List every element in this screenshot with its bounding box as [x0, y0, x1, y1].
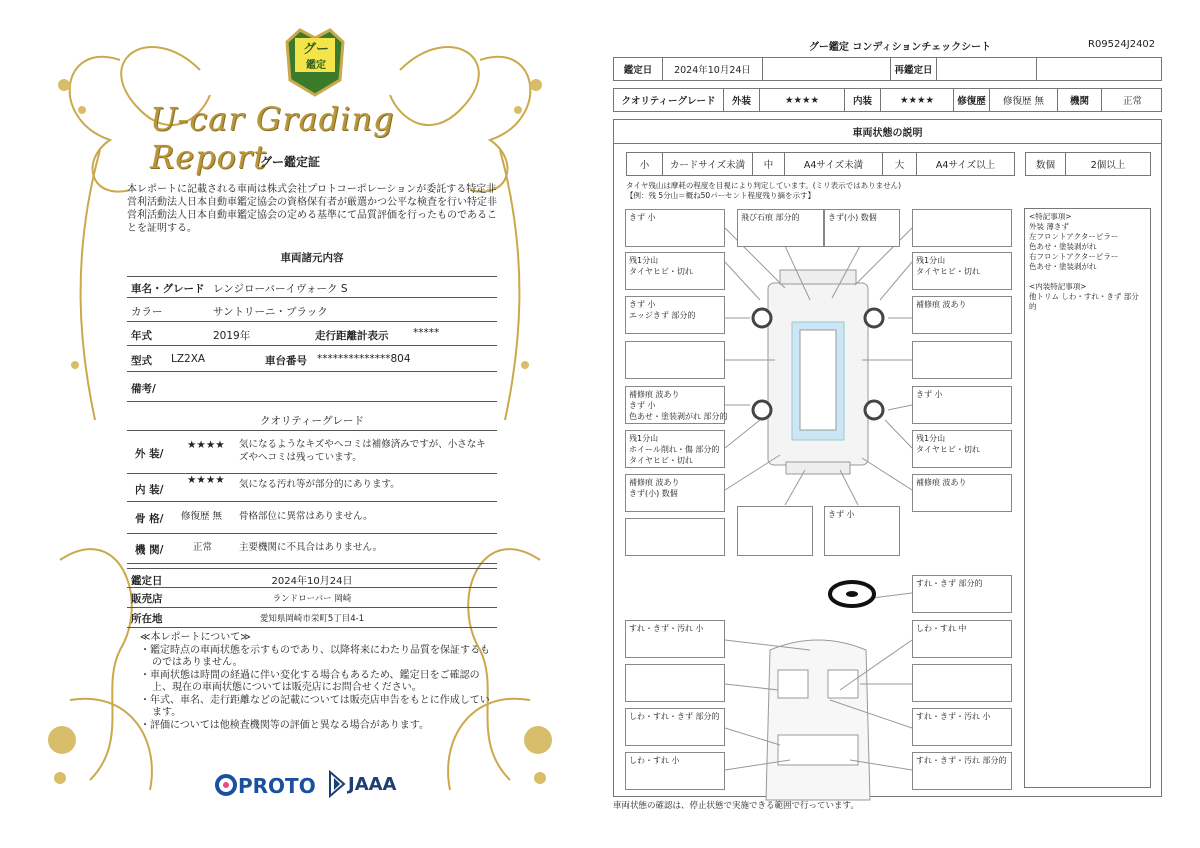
- damage-text: 残1分山: [916, 256, 946, 265]
- interior-damage-label: [912, 664, 1012, 702]
- car-front-bumper: [780, 270, 856, 284]
- damage-label: [625, 296, 725, 334]
- damage-text: きず 小: [828, 510, 855, 519]
- quality-row-interior: [127, 474, 497, 502]
- spec-remarks-label: 備考/: [131, 383, 156, 395]
- condition-check-sheet: [600, 0, 1200, 848]
- quality-frame-text: 骨格部位に異常はありません。: [239, 511, 373, 522]
- spec-row-year: [127, 324, 497, 346]
- spec-model-label: 型式: [131, 355, 152, 367]
- spec-mileage-label: 走行距離計表示: [315, 330, 389, 342]
- damage-text: すれ・きず・汚れ 部分的: [916, 756, 1007, 765]
- size-medium-desc: A4サイズ未満: [785, 153, 883, 175]
- interior-damage-label: [912, 620, 1012, 658]
- spec-name-label: 車名・グレード: [131, 283, 205, 295]
- damage-label: [912, 296, 1012, 334]
- front-right-wheel: [865, 309, 883, 327]
- tire-note-1: タイヤ残山は摩耗の程度を目視により判定しています。(ミリ表示ではありません): [626, 181, 902, 190]
- damage-label: [625, 252, 725, 290]
- footer-row-date: [127, 568, 497, 588]
- interior-damage-label: [912, 708, 1012, 746]
- damage-text: きず(小) 数個: [629, 489, 678, 498]
- footer-address-value: 愛知県岡崎市栄町5丁目4-1: [259, 614, 365, 624]
- rear-right-wheel: [865, 401, 883, 419]
- notes-title: ≪本レポートについて≫: [140, 632, 251, 643]
- exterior-stars: ★★★★: [760, 89, 845, 111]
- quality-section-heading: クオリティーグレード: [260, 415, 364, 427]
- damage-label: [912, 252, 1012, 290]
- damage-label: [625, 518, 725, 556]
- quality-exterior-stars: ★★★★: [187, 439, 225, 451]
- certificate-title: グー鑑定証: [260, 155, 321, 169]
- size-large-desc: A4サイズ以上: [935, 160, 996, 171]
- damage-text: きず 小: [629, 300, 656, 309]
- interior-damage-label: [912, 752, 1012, 790]
- car-rear-bumper: [786, 462, 850, 474]
- interior-damage-label: [625, 620, 725, 658]
- damage-label: [912, 341, 1012, 379]
- interior-stars: ★★★★: [881, 89, 954, 111]
- damage-text: 色あせ・塗装剥がれ 部分的: [629, 412, 728, 421]
- quality-frame-value: 修復歴 無: [181, 511, 223, 522]
- special-note-line: <内装特記事項>: [1029, 282, 1087, 291]
- spec-color-label: カラー: [131, 306, 163, 318]
- footer-shop-value: ランドローバー 岡崎: [272, 594, 352, 604]
- special-note-line: 外装 薄きず: [1029, 222, 1069, 231]
- damage-text: 補修痕 波あり: [629, 478, 680, 487]
- interior-damage-label: [625, 708, 725, 746]
- quality-engine-value: 正常: [193, 542, 213, 553]
- damage-label: [912, 209, 1012, 247]
- quality-row-frame: [127, 502, 497, 534]
- goo-badge-line1: グー: [302, 42, 329, 57]
- damage-text: 補修痕 波あり: [629, 390, 680, 399]
- damage-label: [625, 474, 725, 512]
- quality-interior-text: 気になる汚れ等が部分的にあります。: [239, 479, 400, 490]
- footer-shop-label: 販売店: [131, 593, 163, 605]
- inspection-date-label: 鑑定日: [614, 58, 663, 80]
- special-note-line: 色あせ・塗装剥がれ: [1029, 262, 1097, 271]
- note-item: ・車両状態は時間の経過に伴い変化する場合もあるため、鑑定日をご確認の上、現在の車両状態については販売店にお問合せください。: [140, 669, 480, 693]
- jaaa-logo-text: JAAA: [348, 774, 397, 795]
- spec-name-value: レンジローバーイヴォーク S: [213, 283, 348, 295]
- spec-row-remarks: [127, 374, 497, 402]
- damage-text: 補修痕 波あり: [916, 300, 967, 309]
- damage-text: すれ・きず 部分的: [916, 579, 983, 588]
- quality-exterior-label: 外 装/: [135, 448, 164, 460]
- special-note-line: <特記事項>: [1029, 212, 1072, 221]
- damage-text: タイヤヒビ・切れ: [916, 445, 980, 454]
- damage-text: エッジきず 部分的: [629, 311, 696, 320]
- repair-history-label: 修復歴: [954, 89, 990, 111]
- engine-label: 機関: [1058, 89, 1102, 111]
- size-medium: 中: [753, 153, 785, 175]
- spec-chassis-label: 車台番号: [265, 355, 307, 367]
- spec-mileage-value: *****: [413, 327, 440, 339]
- spec-row-name: [127, 276, 497, 298]
- quality-interior-stars: ★★★★: [187, 474, 225, 486]
- damage-text: すれ・きず・汚れ 小: [916, 712, 991, 721]
- goo-badge-line2: 鑑定: [306, 60, 326, 71]
- interior-outline: [766, 640, 870, 800]
- spec-year-label: 年式: [131, 330, 152, 342]
- damage-label: [912, 386, 1012, 424]
- steering-wheel-hub: [846, 591, 858, 597]
- proto-logo-icon: [214, 772, 240, 798]
- footer-date-value: 2024年10月24日: [271, 576, 353, 587]
- damage-text: きず 小: [629, 213, 656, 222]
- quality-interior-label: 内 装/: [135, 484, 164, 496]
- damage-text: しわ・すれ 小: [629, 756, 680, 765]
- damage-text: きず 小: [629, 401, 656, 410]
- quality-engine-text: 主要機関に不具合はありません。: [239, 542, 383, 553]
- note-item: ・評価については他検査機関等の評価と異なる場合があります。: [140, 719, 429, 731]
- front-left-seat: [778, 670, 808, 698]
- damage-text: タイヤヒビ・切れ: [916, 267, 980, 276]
- interior-damage-label: [625, 664, 725, 702]
- damage-text: しわ・すれ 中: [916, 624, 967, 633]
- exterior-label: 外装: [724, 89, 760, 111]
- size-small: 小: [627, 153, 663, 175]
- note-item: ・年式、車名、走行距離などの記載については販売店申告をもとに作成しています。: [140, 694, 490, 718]
- engine-value: 正常: [1122, 96, 1142, 107]
- certificate-body: 本レポートに記載される車両は株式会社プロトコーポレーションが委託する特定非営利活動法人日本自動車鑑定協会の資格保有者が厳選かつ公平な検査を行い特定非営利活動法人日本自動車鑑定協会の定める基準にて品質評価を行ったものであることを証明する。: [127, 184, 497, 234]
- damage-text: ホイール削れ・傷 部分的: [629, 445, 720, 454]
- state-heading: 車両状態の説明: [614, 120, 1161, 144]
- size-large: 大: [883, 153, 917, 175]
- bottom-note: 車両状態の確認は、停止状態で実施できる範囲で行っています。: [613, 801, 859, 811]
- damage-label: [625, 386, 728, 424]
- damage-text: 残1分山: [629, 434, 659, 443]
- spec-color-value: サントリーニ・ブラック: [213, 306, 328, 318]
- damage-text: タイヤヒビ・切れ: [629, 267, 693, 276]
- spec-model-value: LZ2XA: [171, 353, 206, 365]
- damage-text: 飛び石痕 部分的: [741, 213, 800, 222]
- grade-label: クオリティーグレード: [614, 89, 724, 111]
- damage-label: [912, 430, 1012, 468]
- footer-date-label: 鑑定日: [131, 575, 163, 587]
- interior-damage-label: [625, 752, 725, 790]
- damage-text: すれ・きず・汚れ 小: [629, 624, 704, 633]
- quality-row-exterior: [127, 430, 497, 474]
- car-roof: [800, 330, 836, 430]
- damage-text: しわ・すれ・きず 部分的: [629, 712, 720, 721]
- damage-label: [625, 430, 725, 468]
- footer-row-shop: [127, 588, 497, 608]
- damage-label: [737, 209, 824, 247]
- spec-chassis-value: **************804: [317, 353, 411, 365]
- quality-engine-label: 機 関/: [135, 544, 164, 556]
- quality-exterior-text: 気になるようなキズやヘコミは補修済みですが、小さなキズやヘコミは残っています。: [239, 439, 486, 463]
- special-note-line: 右フロントアクターピラー: [1029, 252, 1119, 261]
- sheet-title: グー鑑定 コンディションチェックシート: [808, 42, 992, 53]
- damage-text: きず(小) 数個: [828, 213, 877, 222]
- damage-label: [824, 506, 900, 556]
- damage-text: きず 小: [916, 390, 943, 399]
- inspection-date-value: 2024年10月24日: [663, 58, 763, 80]
- damage-text: タイヤヒビ・切れ: [629, 456, 693, 465]
- quality-row-engine: [127, 534, 497, 564]
- spec-row-color: [127, 300, 497, 322]
- count-label: 数個: [1026, 153, 1066, 175]
- report-notes: [140, 632, 495, 732]
- damage-text: 残1分山: [916, 434, 946, 443]
- tire-note-2: 【例：残 5分山＝概ね50パーセント程度残り摘を示す】: [626, 191, 816, 200]
- footer-address-label: 所在地: [131, 613, 163, 625]
- damage-label: [625, 209, 725, 247]
- sheet-code: R09524J2402: [1088, 39, 1156, 50]
- front-left-wheel: [753, 309, 771, 327]
- count-desc: 2個以上: [1090, 160, 1126, 171]
- proto-logo: [214, 772, 318, 798]
- front-right-seat: [828, 670, 858, 698]
- damage-label: [824, 209, 900, 247]
- spec-row-model: [127, 348, 497, 372]
- size-small-desc: カードサイズ未満: [663, 153, 753, 175]
- interior-damage-label: [912, 575, 1012, 613]
- report-script-title: U-car Grading Report: [150, 100, 395, 176]
- rear-left-wheel: [753, 401, 771, 419]
- special-note-line: 左フロントアクターピラー: [1029, 232, 1119, 241]
- proto-logo-text: PROTO: [238, 774, 316, 798]
- note-item: ・鑑定時点の車両状態を示すものであり、以降将来にわたり品質を保証するものではありません。: [140, 644, 490, 668]
- special-note-line: 他トリム しわ・すれ・きず 部分的: [1029, 292, 1139, 311]
- repair-history-value: 修復歴 無: [990, 89, 1058, 111]
- reinspection-date-label: 再鑑定日: [891, 58, 937, 80]
- spec-year-value: 2019年: [213, 330, 251, 342]
- spec-section-heading: 車両諸元内容: [280, 252, 344, 264]
- damage-label: [912, 474, 1012, 512]
- damage-label: [625, 341, 725, 379]
- footer-row-address: [127, 608, 497, 628]
- damage-text: 補修痕 波あり: [916, 478, 967, 487]
- damage-label: [737, 506, 813, 556]
- damage-text: 残1分山: [629, 256, 659, 265]
- special-note-line: 色あせ・塗装剥がれ: [1029, 242, 1097, 251]
- jaaa-logo: [328, 770, 408, 798]
- interior-label: 内装: [845, 89, 881, 111]
- jaaa-logo-icon: [328, 770, 346, 798]
- quality-frame-label: 骨 格/: [135, 513, 164, 525]
